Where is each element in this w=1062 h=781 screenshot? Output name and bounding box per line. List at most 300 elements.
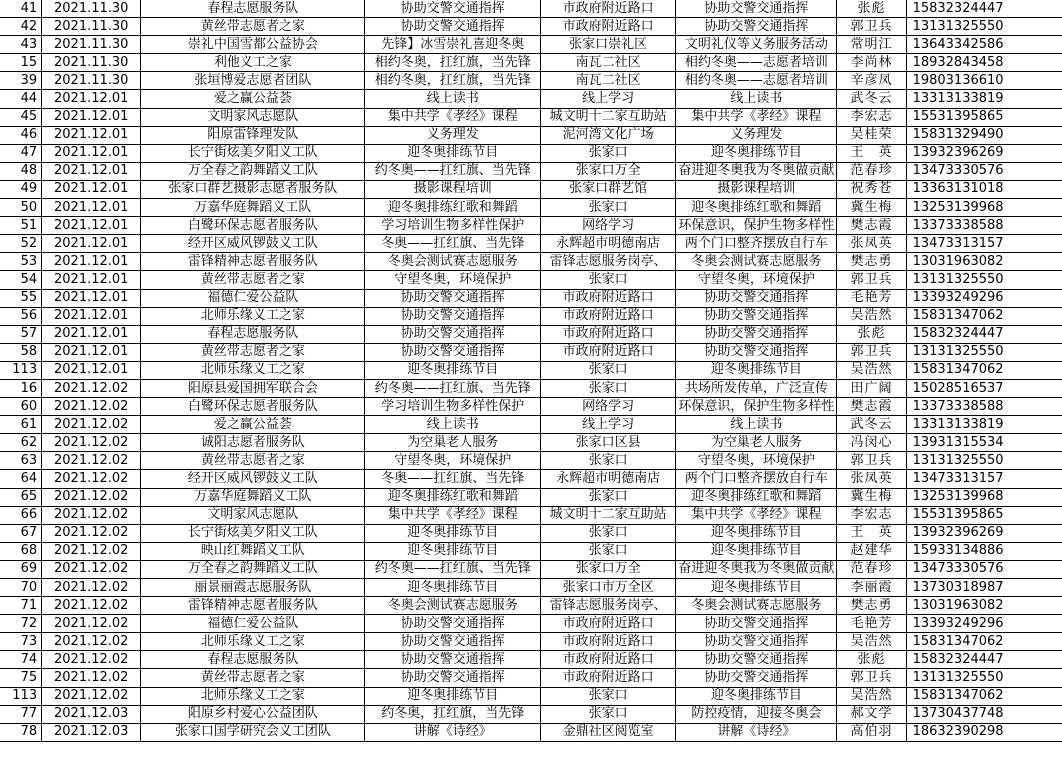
cell-record-id[interactable]: 51 [0,217,42,235]
cell-team-name[interactable]: 万全春之韵舞蹈义工队 [141,162,365,180]
cell-activity[interactable]: 学习培训生物多样性保护 [365,217,540,235]
cell-record-id[interactable]: 56 [0,307,42,325]
cell-record-id[interactable]: 46 [0,126,42,144]
cell-team-name[interactable]: 北师乐缘义工之家 [141,307,365,325]
cell-content[interactable]: 奋进迎冬奥我为冬奥做贡献 [676,560,837,578]
cell-phone[interactable]: 15831347062 [906,633,1062,651]
cell-content[interactable]: 环保意识，保护生物多样性 [676,217,837,235]
cell-activity[interactable]: 相约冬奥，扛红旗，当先锋 [365,54,540,72]
cell-team-name[interactable]: 崇礼中国雪都公益协会 [141,36,365,54]
cell-content[interactable]: 守望冬奥，环境保护 [676,271,837,289]
cell-content[interactable]: 讲解《诗经》 [676,723,837,741]
cell-activity[interactable]: 约冬奥——扛红旗、当先锋 [365,379,540,397]
cell-phone[interactable]: 13931315534 [906,434,1062,452]
cell-activity[interactable]: 集中共学《孝经》课程 [365,506,540,524]
cell-location[interactable]: 张家口 [540,452,675,470]
cell-team-name[interactable]: 黄丝带志愿者之家 [141,271,365,289]
cell-content[interactable]: 奋进迎冬奥我为冬奥做贡献 [676,162,837,180]
cell-activity[interactable]: 约冬奥，扛红旗，当先锋 [365,705,540,723]
cell-activity[interactable]: 摄影课程培训 [365,180,540,198]
cell-location[interactable]: 张家口区县 [540,434,675,452]
cell-phone[interactable]: 15832324447 [906,651,1062,669]
cell-activity[interactable]: 迎冬奥排练节目 [365,542,540,560]
cell-contact-name[interactable]: 范春珍 [837,560,906,578]
cell-date[interactable]: 2021.12.01 [42,289,141,307]
cell-date[interactable]: 2021.12.02 [42,633,141,651]
cell-record-id[interactable]: 42 [0,18,42,36]
cell-team-name[interactable]: 福德仁爱公益队 [141,289,365,307]
cell-contact-name[interactable]: 王 英 [837,144,906,162]
cell-record-id[interactable]: 43 [0,36,42,54]
cell-content[interactable]: 迎冬奥排练节目 [676,361,837,379]
cell-location[interactable]: 张家口 [540,199,675,217]
cell-activity[interactable]: 协助交警交通指挥 [365,633,540,651]
cell-record-id[interactable]: 41 [0,0,42,18]
cell-content[interactable]: 义务理发 [676,126,837,144]
cell-date[interactable]: 2021.12.02 [42,651,141,669]
cell-date[interactable]: 2021.12.02 [42,669,141,687]
cell-record-id[interactable]: 71 [0,597,42,615]
cell-record-id[interactable]: 74 [0,651,42,669]
cell-activity[interactable]: 相约冬奥，扛红旗，当先锋 [365,72,540,90]
cell-location[interactable]: 张家口市万全区 [540,579,675,597]
cell-phone[interactable]: 18932843458 [906,54,1062,72]
cell-content[interactable]: 集中共学《孝经》课程 [676,506,837,524]
cell-location[interactable]: 南瓦二社区 [540,54,675,72]
cell-content[interactable]: 迎冬奥排练红歌和舞蹈 [676,199,837,217]
cell-contact-name[interactable]: 冯闵心 [837,434,906,452]
cell-location[interactable]: 泥河湾文化广场 [540,126,675,144]
cell-contact-name[interactable]: 毛艳芳 [837,289,906,307]
cell-record-id[interactable]: 67 [0,524,42,542]
cell-location[interactable]: 张家口万全 [540,560,675,578]
cell-phone[interactable]: 13643342586 [906,36,1062,54]
cell-contact-name[interactable]: 冀生梅 [837,488,906,506]
cell-activity[interactable]: 协助交警交通指挥 [365,615,540,633]
cell-contact-name[interactable]: 张彪 [837,651,906,669]
cell-team-name[interactable]: 福德仁爱公益队 [141,615,365,633]
cell-location[interactable]: 永辉超市明德南店 [540,470,675,488]
cell-phone[interactable]: 13253139968 [906,488,1062,506]
cell-activity[interactable]: 约冬奥——扛红旗、当先锋 [365,560,540,578]
cell-date[interactable]: 2021.11.30 [42,18,141,36]
cell-content[interactable]: 协助交警交通指挥 [676,0,837,18]
cell-location[interactable]: 张家口崇礼区 [540,36,675,54]
cell-location[interactable]: 城文明十二家互助站 [540,108,675,126]
cell-team-name[interactable]: 丽景丽霞志愿服务队 [141,579,365,597]
cell-content[interactable]: 线上读书 [676,416,837,434]
cell-activity[interactable]: 冬奥会测试赛志愿服务 [365,253,540,271]
cell-phone[interactable]: 13373338588 [906,398,1062,416]
cell-record-id[interactable]: 70 [0,579,42,597]
cell-contact-name[interactable]: 李丽霞 [837,579,906,597]
cell-location[interactable]: 市政府附近路口 [540,307,675,325]
cell-content[interactable]: 防控疫情，迎接冬奥会 [676,705,837,723]
cell-location[interactable]: 张家口 [540,705,675,723]
cell-team-name[interactable]: 阳原县爱国拥军联合会 [141,379,365,397]
cell-phone[interactable]: 15831329490 [906,126,1062,144]
cell-date[interactable]: 2021.12.02 [42,524,141,542]
cell-contact-name[interactable]: 郭卫兵 [837,452,906,470]
cell-record-id[interactable]: 63 [0,452,42,470]
cell-record-id[interactable]: 69 [0,560,42,578]
cell-contact-name[interactable]: 郭卫兵 [837,343,906,361]
cell-contact-name[interactable]: 高伯羽 [837,723,906,741]
cell-team-name[interactable]: 诚阳志愿者服务队 [141,434,365,452]
cell-phone[interactable]: 15531395865 [906,108,1062,126]
cell-location[interactable]: 张家口 [540,361,675,379]
cell-location[interactable]: 市政府附近路口 [540,325,675,343]
cell-phone[interactable]: 13932396269 [906,144,1062,162]
cell-content[interactable]: 协助交警交通指挥 [676,289,837,307]
cell-record-id[interactable]: 60 [0,398,42,416]
cell-activity[interactable]: 协助交警交通指挥 [365,669,540,687]
cell-team-name[interactable]: 春程志愿服务队 [141,0,365,18]
cell-content[interactable]: 两个门口整齐摆放自行车 [676,470,837,488]
cell-date[interactable]: 2021.12.01 [42,307,141,325]
cell-phone[interactable]: 13473330576 [906,560,1062,578]
cell-team-name[interactable]: 黄丝带志愿者之家 [141,343,365,361]
cell-phone[interactable]: 13031963082 [906,253,1062,271]
cell-contact-name[interactable]: 吴浩然 [837,307,906,325]
cell-location[interactable]: 网络学习 [540,217,675,235]
cell-content[interactable]: 协助交警交通指挥 [676,325,837,343]
cell-contact-name[interactable]: 王 英 [837,524,906,542]
cell-record-id[interactable]: 47 [0,144,42,162]
cell-record-id[interactable]: 78 [0,723,42,741]
cell-record-id[interactable]: 55 [0,289,42,307]
cell-content[interactable]: 集中共学《孝经》课程 [676,108,837,126]
cell-location[interactable]: 线上学习 [540,416,675,434]
cell-contact-name[interactable]: 吴桂荣 [837,126,906,144]
cell-date[interactable]: 2021.12.01 [42,199,141,217]
cell-record-id[interactable]: 77 [0,705,42,723]
cell-date[interactable]: 2021.11.30 [42,54,141,72]
cell-content[interactable]: 协助交警交通指挥 [676,633,837,651]
cell-location[interactable]: 市政府附近路口 [540,669,675,687]
cell-activity[interactable]: 协助交警交通指挥 [365,0,540,18]
cell-location[interactable]: 市政府附近路口 [540,615,675,633]
cell-team-name[interactable]: 爱之赢公益荟 [141,90,365,108]
cell-date[interactable]: 2021.12.01 [42,253,141,271]
cell-activity[interactable]: 迎冬奥排练节目 [365,361,540,379]
cell-date[interactable]: 2021.12.03 [42,705,141,723]
cell-record-id[interactable]: 15 [0,54,42,72]
cell-content[interactable]: 冬奥会测试赛志愿服务 [676,597,837,615]
cell-location[interactable]: 张家口 [540,271,675,289]
cell-date[interactable]: 2021.12.01 [42,271,141,289]
cell-content[interactable]: 协助交警交通指挥 [676,615,837,633]
cell-contact-name[interactable]: 郭卫兵 [837,271,906,289]
cell-contact-name[interactable]: 张彪 [837,0,906,18]
cell-location[interactable]: 张家口 [540,687,675,705]
cell-phone[interactable]: 13131325550 [906,669,1062,687]
cell-record-id[interactable]: 49 [0,180,42,198]
cell-activity[interactable]: 线上读书 [365,90,540,108]
cell-team-name[interactable]: 阳原乡村爱心公益团队 [141,705,365,723]
cell-location[interactable]: 市政府附近路口 [540,289,675,307]
cell-contact-name[interactable]: 祝秀苍 [837,180,906,198]
cell-activity[interactable]: 协助交警交通指挥 [365,18,540,36]
cell-record-id[interactable]: 68 [0,542,42,560]
cell-record-id[interactable]: 66 [0,506,42,524]
cell-contact-name[interactable]: 武冬云 [837,416,906,434]
cell-team-name[interactable]: 春程志愿服务队 [141,651,365,669]
cell-contact-name[interactable]: 樊志霞 [837,217,906,235]
cell-phone[interactable]: 13363131018 [906,180,1062,198]
cell-location[interactable]: 张家口 [540,542,675,560]
cell-location[interactable]: 市政府附近路口 [540,343,675,361]
cell-record-id[interactable]: 53 [0,253,42,271]
cell-record-id[interactable]: 73 [0,633,42,651]
cell-contact-name[interactable]: 田广阔 [837,379,906,397]
cell-phone[interactable]: 15933134886 [906,542,1062,560]
cell-date[interactable]: 2021.12.02 [42,398,141,416]
cell-date[interactable]: 2021.12.02 [42,488,141,506]
cell-phone[interactable]: 15831347062 [906,361,1062,379]
cell-phone[interactable]: 13473313157 [906,470,1062,488]
cell-location[interactable]: 市政府附近路口 [540,651,675,669]
cell-activity[interactable]: 协助交警交通指挥 [365,307,540,325]
cell-record-id[interactable]: 44 [0,90,42,108]
cell-activity[interactable]: 协助交警交通指挥 [365,343,540,361]
cell-team-name[interactable]: 雷锋精神志愿者服务队 [141,597,365,615]
cell-record-id[interactable]: 113 [0,361,42,379]
cell-phone[interactable]: 13031963082 [906,597,1062,615]
cell-location[interactable]: 雷锋志愿服务岗亭、 [540,253,675,271]
cell-team-name[interactable]: 爱之赢公益荟 [141,416,365,434]
cell-activity[interactable]: 迎冬奥排练节目 [365,144,540,162]
cell-content[interactable]: 协助交警交通指挥 [676,343,837,361]
cell-phone[interactable]: 13393249296 [906,289,1062,307]
cell-record-id[interactable]: 72 [0,615,42,633]
cell-phone[interactable]: 13253139968 [906,199,1062,217]
cell-team-name[interactable]: 万嘉华庭舞蹈义工队 [141,488,365,506]
cell-phone[interactable]: 13131325550 [906,452,1062,470]
cell-content[interactable]: 为空巢老人服务 [676,434,837,452]
cell-record-id[interactable]: 16 [0,379,42,397]
cell-record-id[interactable]: 64 [0,470,42,488]
cell-contact-name[interactable]: 张凤英 [837,470,906,488]
cell-record-id[interactable]: 58 [0,343,42,361]
cell-contact-name[interactable]: 辛彦凤 [837,72,906,90]
cell-contact-name[interactable]: 范春珍 [837,162,906,180]
cell-contact-name[interactable]: 郭卫兵 [837,669,906,687]
cell-content[interactable]: 共场所发传单，广泛宣传 [676,379,837,397]
cell-date[interactable]: 2021.12.02 [42,379,141,397]
cell-location[interactable]: 张家口 [540,144,675,162]
cell-record-id[interactable]: 52 [0,235,42,253]
cell-location[interactable]: 南瓦二社区 [540,72,675,90]
cell-date[interactable]: 2021.12.03 [42,723,141,741]
cell-team-name[interactable]: 黄丝带志愿者之家 [141,669,365,687]
cell-record-id[interactable]: 57 [0,325,42,343]
cell-activity[interactable]: 冬奥——扛红旗、当先锋 [365,470,540,488]
cell-contact-name[interactable]: 李尚林 [837,54,906,72]
cell-date[interactable]: 2021.12.01 [42,90,141,108]
cell-date[interactable]: 2021.12.02 [42,597,141,615]
cell-team-name[interactable]: 利他义工之家 [141,54,365,72]
cell-activity[interactable]: 冬奥——扛红旗、当先锋 [365,235,540,253]
cell-contact-name[interactable]: 吴浩然 [837,687,906,705]
cell-location[interactable]: 网络学习 [540,398,675,416]
cell-date[interactable]: 2021.12.01 [42,217,141,235]
cell-activity[interactable]: 约冬奥——扛红旗、当先锋 [365,162,540,180]
cell-activity[interactable]: 义务理发 [365,126,540,144]
cell-team-name[interactable]: 黄丝带志愿者之家 [141,452,365,470]
cell-date[interactable]: 2021.12.02 [42,579,141,597]
cell-team-name[interactable]: 白鹭环保志愿者服务队 [141,217,365,235]
cell-phone[interactable]: 15831347062 [906,307,1062,325]
cell-phone[interactable]: 15832324447 [906,0,1062,18]
cell-content[interactable]: 守望冬奥，环境保护 [676,452,837,470]
cell-location[interactable]: 张家口万全 [540,162,675,180]
cell-team-name[interactable]: 长宁街炫美夕阳义工队 [141,524,365,542]
cell-phone[interactable]: 19803136610 [906,72,1062,90]
cell-location[interactable]: 张家口 [540,379,675,397]
cell-contact-name[interactable]: 常明江 [837,36,906,54]
cell-activity[interactable]: 协助交警交通指挥 [365,651,540,669]
cell-phone[interactable]: 18632390298 [906,723,1062,741]
cell-content[interactable]: 迎冬奥排练节目 [676,524,837,542]
cell-phone[interactable]: 15832324447 [906,325,1062,343]
cell-team-name[interactable]: 张垣博爱志愿者团队 [141,72,365,90]
cell-date[interactable]: 2021.12.02 [42,452,141,470]
cell-content[interactable]: 迎冬奥排练节目 [676,144,837,162]
cell-phone[interactable]: 13473313157 [906,235,1062,253]
cell-team-name[interactable]: 雷锋精神志愿者服务队 [141,253,365,271]
cell-phone[interactable]: 13131325550 [906,343,1062,361]
cell-team-name[interactable]: 张家口群艺摄影志愿者服务队 [141,180,365,198]
cell-team-name[interactable]: 黄丝带志愿者之家 [141,18,365,36]
cell-date[interactable]: 2021.12.01 [42,343,141,361]
cell-date[interactable]: 2021.12.01 [42,235,141,253]
cell-content[interactable]: 迎冬奥排练红歌和舞蹈 [676,488,837,506]
cell-contact-name[interactable]: 吴浩然 [837,633,906,651]
cell-contact-name[interactable]: 武冬云 [837,90,906,108]
cell-contact-name[interactable]: 李宏志 [837,108,906,126]
cell-team-name[interactable]: 北师乐缘义工之家 [141,633,365,651]
cell-location[interactable]: 张家口群艺馆 [540,180,675,198]
cell-content[interactable]: 文明礼仪等义务服务活动 [676,36,837,54]
cell-team-name[interactable]: 经开区威风锣鼓义工队 [141,470,365,488]
cell-contact-name[interactable]: 张彪 [837,325,906,343]
cell-phone[interactable]: 15531395865 [906,506,1062,524]
cell-phone[interactable]: 13131325550 [906,271,1062,289]
cell-record-id[interactable]: 62 [0,434,42,452]
cell-content[interactable]: 协助交警交通指挥 [676,18,837,36]
cell-date[interactable]: 2021.12.01 [42,162,141,180]
cell-activity[interactable]: 迎冬奥排练红歌和舞蹈 [365,488,540,506]
cell-content[interactable]: 两个门口整齐摆放自行车 [676,235,837,253]
cell-content[interactable]: 迎冬奥排练节目 [676,542,837,560]
cell-phone[interactable]: 13932396269 [906,524,1062,542]
cell-content[interactable]: 线上读书 [676,90,837,108]
cell-location[interactable]: 雷锋志愿服务岗亭、 [540,597,675,615]
cell-date[interactable]: 2021.12.02 [42,434,141,452]
cell-date[interactable]: 2021.12.01 [42,361,141,379]
cell-activity[interactable]: 协助交警交通指挥 [365,289,540,307]
cell-location[interactable]: 永辉超市明德南店 [540,235,675,253]
cell-date[interactable]: 2021.12.02 [42,470,141,488]
cell-phone[interactable]: 13373338588 [906,217,1062,235]
cell-team-name[interactable]: 经开区威风锣鼓义工队 [141,235,365,253]
cell-date[interactable]: 2021.11.30 [42,36,141,54]
cell-phone[interactable]: 13473330576 [906,162,1062,180]
cell-contact-name[interactable]: 毛艳芳 [837,615,906,633]
cell-phone[interactable]: 13313133819 [906,90,1062,108]
cell-location[interactable]: 市政府附近路口 [540,18,675,36]
cell-date[interactable]: 2021.12.02 [42,416,141,434]
cell-contact-name[interactable]: 吴浩然 [837,361,906,379]
cell-team-name[interactable]: 北师乐缘义工之家 [141,361,365,379]
cell-contact-name[interactable]: 樊志勇 [837,253,906,271]
cell-date[interactable]: 2021.12.01 [42,325,141,343]
cell-team-name[interactable]: 张家口国学研究会义工团队 [141,723,365,741]
cell-record-id[interactable]: 65 [0,488,42,506]
cell-phone[interactable]: 13313133819 [906,416,1062,434]
cell-content[interactable]: 迎冬奥排练节目 [676,687,837,705]
cell-activity[interactable]: 线上读书 [365,416,540,434]
cell-contact-name[interactable]: 李宏志 [837,506,906,524]
cell-contact-name[interactable]: 郭卫兵 [837,18,906,36]
cell-phone[interactable]: 15831347062 [906,687,1062,705]
cell-team-name[interactable]: 万嘉华庭舞蹈义工队 [141,199,365,217]
cell-phone[interactable]: 13131325550 [906,18,1062,36]
cell-activity[interactable]: 守望冬奥，环境保护 [365,271,540,289]
cell-team-name[interactable]: 文明家风志愿队 [141,506,365,524]
cell-date[interactable]: 2021.11.30 [42,0,141,18]
cell-activity[interactable]: 守望冬奥，环境保护 [365,452,540,470]
cell-date[interactable]: 2021.12.02 [42,560,141,578]
cell-team-name[interactable]: 万全春之韵舞蹈义工队 [141,560,365,578]
cell-team-name[interactable]: 文明家风志愿队 [141,108,365,126]
cell-location[interactable]: 市政府附近路口 [540,633,675,651]
cell-phone[interactable]: 15028516537 [906,379,1062,397]
cell-content[interactable]: 协助交警交通指挥 [676,669,837,687]
cell-team-name[interactable]: 阳原雷锋理发队 [141,126,365,144]
cell-record-id[interactable]: 48 [0,162,42,180]
cell-activity[interactable]: 迎冬奥排练节目 [365,524,540,542]
cell-record-id[interactable]: 45 [0,108,42,126]
cell-location[interactable]: 张家口 [540,488,675,506]
cell-content[interactable]: 冬奥会测试赛志愿服务 [676,253,837,271]
cell-activity[interactable]: 先锋】冰雪崇礼喜迎冬奥 [365,36,540,54]
cell-contact-name[interactable]: 郝文学 [837,705,906,723]
cell-content[interactable]: 摄影课程培训 [676,180,837,198]
cell-location[interactable]: 线上学习 [540,90,675,108]
cell-location[interactable]: 城文明十二家互助站 [540,506,675,524]
cell-date[interactable]: 2021.12.02 [42,615,141,633]
cell-activity[interactable]: 协助交警交通指挥 [365,325,540,343]
cell-team-name[interactable]: 长宁街炫美夕阳义工队 [141,144,365,162]
cell-activity[interactable]: 迎冬奥排练红歌和舞蹈 [365,199,540,217]
cell-content[interactable]: 协助交警交通指挥 [676,307,837,325]
cell-activity[interactable]: 迎冬奥排练节目 [365,579,540,597]
cell-content[interactable]: 相约冬奥——志愿者培训 [676,72,837,90]
cell-date[interactable]: 2021.12.02 [42,506,141,524]
cell-date[interactable]: 2021.12.02 [42,542,141,560]
cell-contact-name[interactable]: 冀生梅 [837,199,906,217]
cell-content[interactable]: 相约冬奥——志愿者培训 [676,54,837,72]
cell-phone[interactable]: 13730437748 [906,705,1062,723]
cell-record-id[interactable]: 39 [0,72,42,90]
cell-activity[interactable]: 学习培训生物多样性保护 [365,398,540,416]
cell-date[interactable]: 2021.12.01 [42,180,141,198]
cell-activity[interactable]: 为空巢老人服务 [365,434,540,452]
cell-record-id[interactable]: 50 [0,199,42,217]
cell-record-id[interactable]: 113 [0,687,42,705]
